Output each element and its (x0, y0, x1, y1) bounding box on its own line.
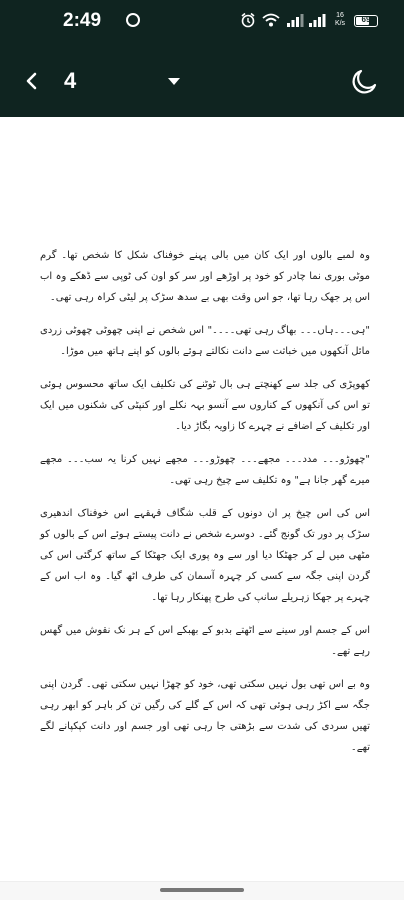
page-number[interactable]: 4 (64, 68, 77, 93)
reader-content (40, 245, 370, 770)
reader-toolbar (0, 58, 404, 106)
status-time: 2:49 (63, 10, 102, 31)
net-speed-unit: K/s (334, 20, 346, 27)
net-speed-value: 16 (336, 12, 344, 19)
battery-icon (354, 15, 378, 27)
wifi-icon (262, 12, 280, 28)
notification-app-icon (126, 13, 140, 27)
paragraph: اس کے جسم اور سینے سے اٹھتے بدبو کے بھبکے اس کے ہر نک نقوش میں گھس رہے تھے۔ (40, 625, 370, 657)
paragraph: "چھوڑو۔۔۔ مدد۔۔۔ مجھے۔۔۔ چھوڑو۔۔۔ مجھے نہیں کرنا یہ سب۔۔۔ مجھے میرے گھر جانا ہے" وہ تکلیف سے چیخ رہی تھی۔ (40, 454, 370, 486)
system-nav-bar (0, 881, 404, 900)
signal-icon (308, 12, 326, 28)
dropdown-caret-icon[interactable] (166, 77, 182, 87)
paragraph: وہ بے اس تھی بول نہیں سکتی تھی، خود کو چھڑا نہیں سکتی تھی۔ گردن اپنی جگہ سے اکڑ رہی ہوئی تھی کہ اس کے گلے کی رگیں تن کر باہر کو ابھر رہی تھیں سردی کی شدت سے بڑھتی جا رہی تھی اور جسم اور دانت کپکپانے لگے تھے۔ (40, 679, 370, 753)
paragraph: وہ لمبے بالوں اور ایک کان میں بالی پہنے خوفناک شکل کا شخص تھا۔ گرم موٹی بوری نما چادر کو خود پر اوڑھے اور سر کو اون کی ٹوپی سے ڈھکے وہ اب اس پر جھک رہا تھا، جو اس وقت بھی بے سدھ سڑک پر لیٹی کراہ رہی تھی۔ (40, 250, 370, 303)
paragraph: اس کی اس چیخ پر ان دونوں کے قلب شگاف قہقہے اس خوفناک اندھیری سڑک پر دور تک گونج گئے۔ دوسرے شخص نے دانت پیستے ہوئے اس کے بالوں کو مٹھی میں لے کر جھٹکا دیا اور سے وہ پوری ایک جھٹکا کے ساتھ کرگئی اس کی گردن اپنی جگہ سے کسی کر چہرہ آسمان کی طرف اٹھ گیا۔ وہ اب اس کے چہرے پر جھکا زہریلے سانپ کی طرح پھنکار رہا تھا۔ (40, 508, 370, 603)
app-header (0, 0, 404, 117)
net-speed (332, 12, 348, 28)
signal-icon (286, 12, 304, 28)
battery-percent: 69 (361, 15, 371, 24)
paragraph: "ہی۔۔۔ہاں۔۔۔ بھاگ رہی تھی۔۔۔۔" اس شخص نے اپنی چھوٹی چھوٹی زردی مائل آنکھوں میں خباثت سے دانت نکالتے ہوئے بالوں کو اپنے ہاتھ میں موڑا۔ (40, 325, 370, 357)
alarm-icon (240, 12, 256, 28)
status-bar (0, 0, 404, 40)
moon-icon[interactable] (350, 68, 378, 96)
status-icons (240, 12, 390, 30)
paragraph: کھوپڑی کی جلد سے کھنچتے ہی بال ٹوٹنے کی تکلیف ایک ساتھ محسوس ہوئی تو اس کی آنکھوں کے کناروں سے آنسو بہہ نکلے اور کنپٹی کی شکنوں میں ایک اور تکلیف کے اضافے نے چہرے کا زاویہ بگاڑ دیا۔ (40, 379, 370, 432)
back-arrow-icon[interactable] (22, 70, 42, 92)
home-indicator[interactable] (160, 888, 244, 892)
